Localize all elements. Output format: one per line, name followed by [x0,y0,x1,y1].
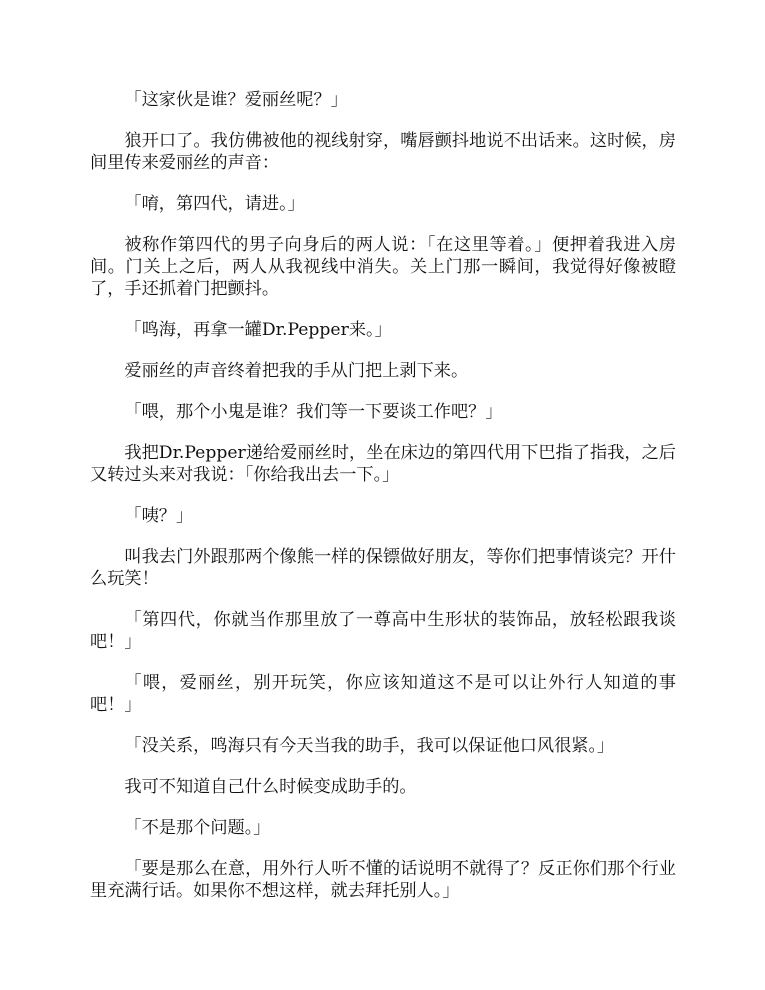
paragraph: 被称作第四代的男子向身后的两人说：「在这里等着。」便押着我进入房间。门关上之后，两人从我视线中消失。关上门那一瞬间，我觉得好像被瞪了，手还抓着门把颤抖。 [90,235,676,299]
paragraph: 我把Dr.Pepper递给爱丽丝时，坐在床边的第四代用下巴指了指我，之后又转过头来对我说：「你给我出去一下。」 [90,443,676,485]
paragraph: 爱丽丝的声音终着把我的手从门把上剥下来。 [124,361,469,381]
paragraph: 叫我去门外跟那两个像熊一样的保镖做好朋友，等你们把事情谈完？开什么玩笑！ [90,547,676,589]
text-body [90,89,676,921]
paragraph: 「没关系，鸣海只有今天当我的助手，我可以保证他口风很紧。」 [124,736,615,756]
paragraph: 「这家伙是谁？爱丽丝呢？」 [124,90,348,110]
paragraph: 「鸣海，再拿一罐Dr.Pepper来。」 [124,320,392,340]
paragraph: 「唷，第四代，请进。」 [124,194,305,214]
paragraph: 「不是那个问题。」 [124,818,271,838]
paragraph: 我可不知道自己什么时候变成助手的。 [124,777,417,797]
paragraph: 「喂，那个小鬼是谁？我们等一下要谈工作吧？」 [124,402,503,422]
paragraph: 「第四代，你就当作那里放了一尊高中生形状的装饰品，放轻松跟我谈吧！」 [90,610,676,652]
paragraph: 「喂，爱丽丝，别开玩笑，你应该知道这不是可以让外行人知道的事吧！」 [90,673,676,715]
paragraph: 「要是那么在意，用外行人听不懂的话说明不就得了？反正你们那个行业里充满行话。如果你不想这样，就去拜托别人。」 [90,859,676,901]
paragraph: 狼开口了。我仿佛被他的视线射穿，嘴唇颤抖地说不出话来。这时候，房间里传来爱丽丝的声音： [90,131,676,173]
paragraph: 「咦？」 [124,506,194,526]
